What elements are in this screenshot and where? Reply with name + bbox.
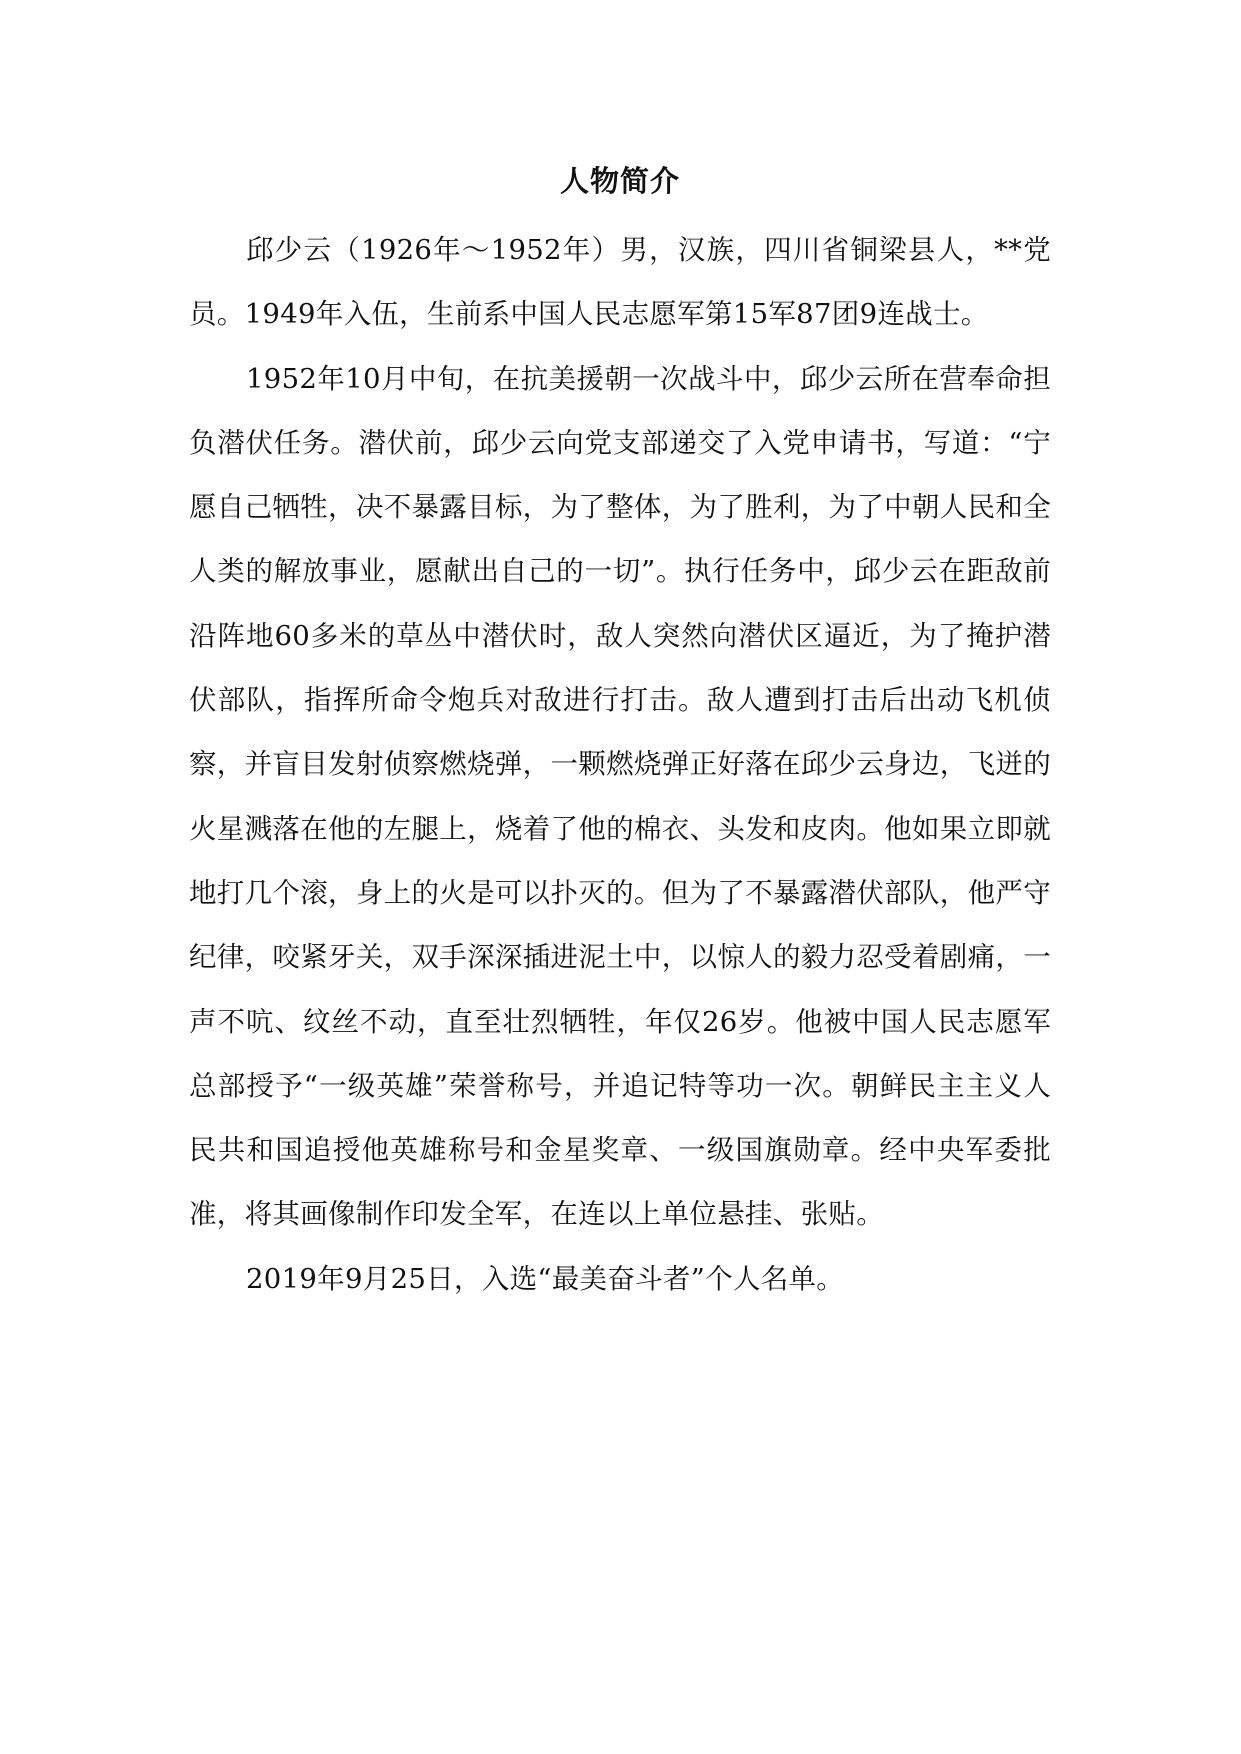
paragraph-deeds: 1952年10月中旬，在抗美援朝一次战斗中，邱少云所在营奉命担负潜伏任务。潜伏前，邱少云向党支部递交了入党申请书，写道：“宁愿自己牺牲，决不暴露目标，为了整体，为了胜利，为了中朝人民和全人类的解放事业，愿献出自己的一切”。执行任务中，邱少云在距敌前沿阵地60多米的草丛中潜伏时，敌人突然向潜伏区逼近，为了掩护潜伏部队，指挥所命令炮兵对敌进行打击。敌人遭到打击后出动飞机侦察，并盲目发射侦察燃烧弹，一颗燃烧弹正好落在邱少云身边，飞迸的火星溅落在他的左腿上，烧着了他的棉衣、头发和皮肉。他如果立即就地打几个滚，身上的火是可以扑灭的。但为了不暴露潜伏部队，他严守纪律，咬紧牙关，双手深深插进泥土中，以惊人的毅力忍受着剧痛，一声不吭、纹丝不动，直至壮烈牺牲，年仅26岁。他被中国人民志愿军总部授予“一级英雄”荣誉称号，并追记特等功一次。朝鲜民主主义人民共和国追授他英雄称号和金星奖章、一级国旗勋章。经中央军委批准，将其画像制作印发全军，在连以上单位悬挂、张贴。	[189, 362, 1051, 1231]
document-body	[189, 160, 1051, 1311]
document-title: 人物简介	[559, 164, 680, 198]
paragraph-biography: 邱少云（1926年～1952年）男，汉族，四川省铜梁县人，**党员。1949年入伍，生前系中国人民志愿军第15军87团9连战士。	[189, 234, 1051, 331]
paragraph-honor: 2019年9月25日，入选“最美奋斗者”个人名单。	[246, 1262, 845, 1295]
